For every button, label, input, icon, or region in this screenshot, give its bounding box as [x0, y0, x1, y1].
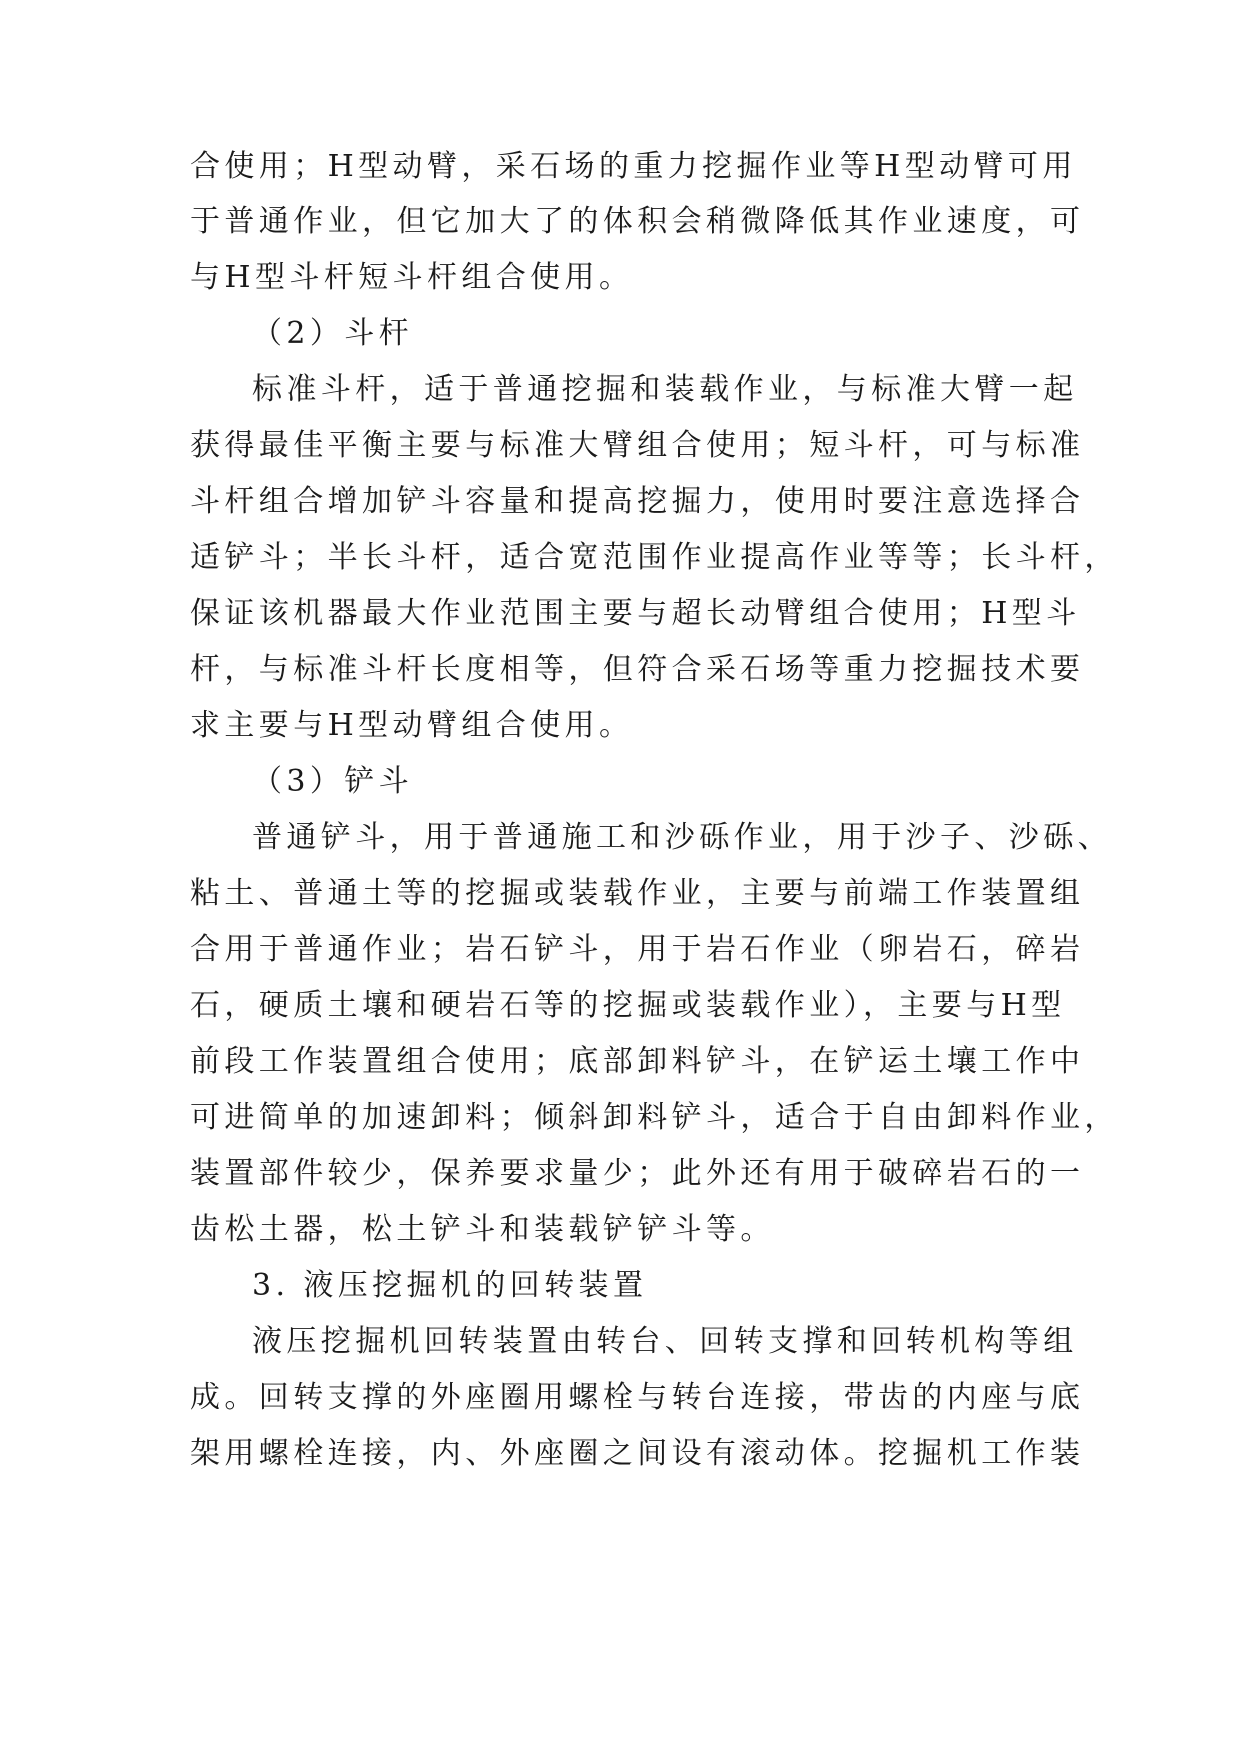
text-line: 架用螺栓连接，内、外座圈之间设有滚动体。挖掘机工作装: [190, 1436, 1085, 1471]
section-heading: （3）铲斗: [252, 764, 414, 799]
paragraph-start: 标准斗杆，适于普通挖掘和装载作业，与标准大臂一起: [252, 372, 1078, 407]
text-line: 斗杆组合增加铲斗容量和提高挖掘力，使用时要注意选择合: [190, 484, 1085, 519]
text-line: 保证该机器最大作业范围主要与超长动臂组合使用；H型斗: [190, 596, 1081, 631]
text-line: 可进简单的加速卸料；倾斜卸料铲斗，适合于自由卸料作业，: [190, 1100, 1119, 1135]
text-line: 适铲斗；半长斗杆，适合宽范围作业提高作业等等；长斗杆，: [190, 540, 1119, 575]
text-line: 齿松土器，松土铲斗和装载铲铲斗等。: [190, 1212, 775, 1247]
text-line: 于普通作业，但它加大了的体积会稍微降低其作业速度，可: [190, 204, 1085, 239]
text-line: 求主要与H型动臂组合使用。: [190, 708, 634, 743]
text-line: 装置部件较少，保养要求量少；此外还有用于破碎岩石的一: [190, 1156, 1085, 1191]
text-line: 获得最佳平衡主要与标准大臂组合使用；短斗杆，可与标准: [190, 428, 1085, 463]
text-line: 杆，与标准斗杆长度相等，但符合采石场等重力挖掘技术要: [190, 652, 1085, 687]
paragraph-start: 普通铲斗，用于普通施工和沙砾作业，用于沙子、沙砾、: [252, 820, 1112, 855]
text-line: 与H型斗杆短斗杆组合使用。: [190, 260, 634, 295]
section-heading: （2）斗杆: [252, 316, 414, 351]
text-line: 粘土、普通土等的挖掘或装载作业，主要与前端工作装置组: [190, 876, 1085, 911]
text-line: 石，硬质土壤和硬岩石等的挖掘或装载作业），主要与H型: [190, 988, 1066, 1023]
text-line: 合用于普通作业；岩石铲斗，用于岩石作业（卵岩石，碎岩: [190, 932, 1085, 967]
paragraph-start: 液压挖掘机回转装置由转台、回转支撑和回转机构等组: [252, 1324, 1078, 1359]
section-heading: 3. 液压挖掘机的回转装置: [252, 1268, 648, 1303]
text-line: 成。回转支撑的外座圈用螺栓与转台连接，带齿的内座与底: [190, 1380, 1085, 1415]
text-line: 前段工作装置组合使用；底部卸料铲斗，在铲运土壤工作中: [190, 1044, 1085, 1079]
text-line: 合使用；H型动臂，采石场的重力挖掘作业等H型动臂可用: [190, 149, 1077, 184]
